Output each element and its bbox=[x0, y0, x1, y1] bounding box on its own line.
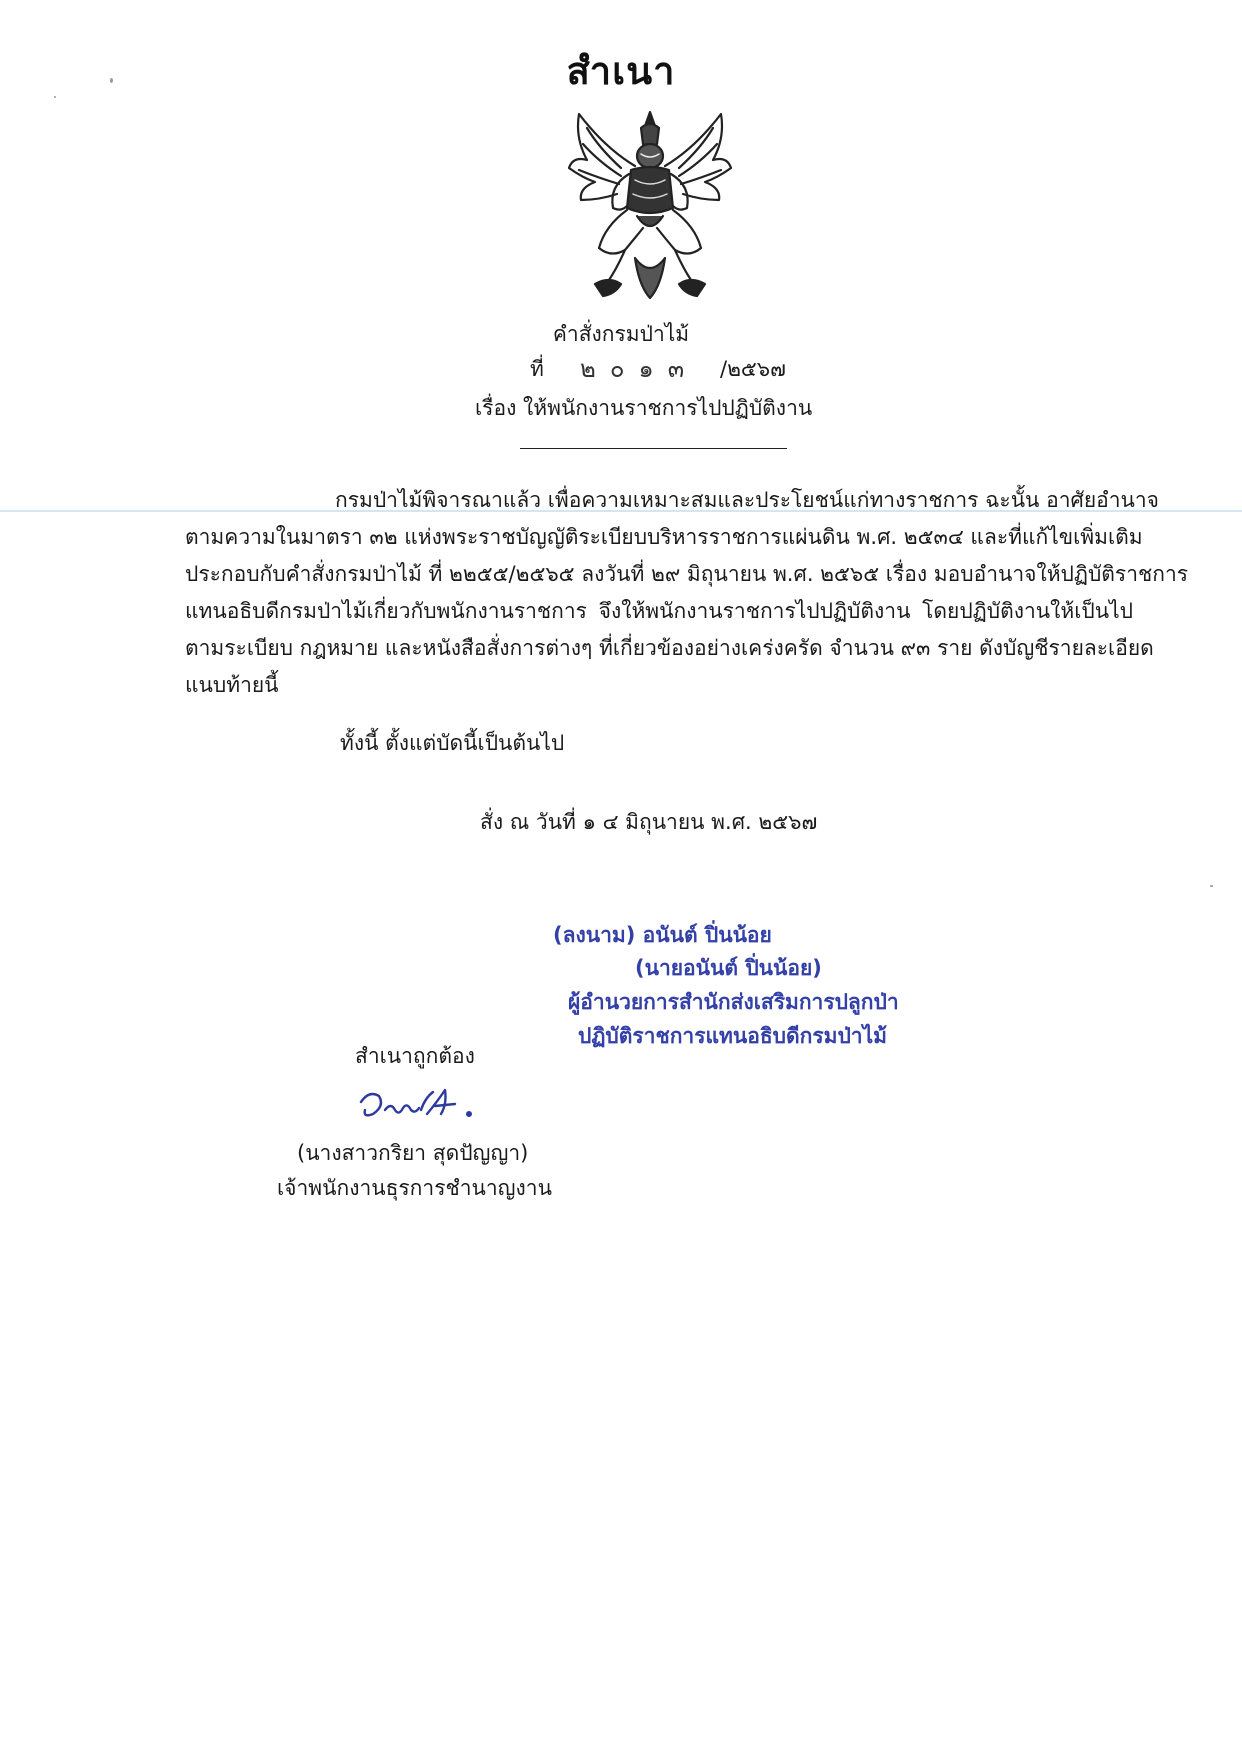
certifier-name: (นางสาวกริยา สุดปัญญา) bbox=[297, 1141, 529, 1165]
certifier-position: เจ้าพนักงานธุรการชำนาญงาน bbox=[277, 1176, 552, 1200]
order-number-year: /๒๕๖๗ bbox=[720, 357, 786, 381]
scan-speck bbox=[1210, 885, 1213, 887]
scan-speck bbox=[110, 78, 113, 83]
body-line: กรมป่าไม้พิจารณาแล้ว เพื่อความเหมาะสมและประโยชน์แก่ทางราชการ ฉะนั้น อาศัยอำนาจ bbox=[335, 488, 1159, 512]
scan-speck bbox=[54, 96, 56, 98]
order-subject: เรื่อง ให้พนักงานราชการไปปฏิบัติงาน bbox=[475, 396, 813, 420]
effective-statement: ทั้งนี้ ตั้งแต่บัดนี้เป็นต้นไป bbox=[340, 731, 565, 755]
header-divider bbox=[520, 448, 787, 449]
order-title: คำสั่งกรมป่าไม้ bbox=[552, 322, 690, 346]
signatory-name: (นายอนันต์ ปิ่นน้อย) bbox=[635, 956, 822, 980]
handwritten-signature-icon bbox=[355, 1080, 485, 1130]
signatory-position: ผู้อำนวยการสำนักส่งเสริมการปลูกป่า bbox=[568, 990, 899, 1014]
order-number: ๒๐๑๓ bbox=[580, 355, 699, 383]
body-line: ประกอบกับคำสั่งกรมป่าไม้ ที่ ๒๒๕๕/๒๕๖๕ ลงวันที่ ๒๙ มิถุนายน พ.ศ. ๒๕๖๕ เรื่อง มอบอำนาจให้ปฏิบัติราชการ bbox=[185, 562, 1189, 586]
body-line: แทนอธิบดีกรมป่าไม้เกี่ยวกับพนักงานราชการ จึงให้พนักงานราชการไปปฏิบัติงาน โดยปฏิบัติงานให้เป็นไป bbox=[185, 599, 1133, 623]
issue-date: สั่ง ณ วันที่ ๑ ๔ มิถุนายน พ.ศ. ๒๕๖๗ bbox=[480, 810, 818, 834]
signed-line: (ลงนาม) อนันต์ ปิ่นน้อย bbox=[553, 923, 772, 947]
order-number-prefix: ที่ bbox=[530, 357, 544, 381]
body-line: ตามระเบียบ กฎหมาย และหนังสือสั่งการต่างๆ ที่เกี่ยวข้องอย่างเคร่งครัด จำนวน ๙๓ ราย ดังบัญชีรายละเอียด bbox=[185, 636, 1154, 660]
body-line: ตามความในมาตรา ๓๒ แห่งพระราชบัญญัติระเบียบบริหารราชการแผ่นดิน พ.ศ. ๒๕๓๔ และที่แก้ไขเพิ่มเติม bbox=[185, 525, 1143, 549]
body-line: แนบท้ายนี้ bbox=[185, 673, 279, 697]
garuda-emblem-icon bbox=[565, 108, 735, 303]
signatory-acting-position: ปฏิบัติราชการแทนอธิบดีกรมป่าไม้ bbox=[578, 1024, 888, 1048]
certified-copy-label: สำเนาถูกต้อง bbox=[355, 1044, 475, 1068]
copy-stamp: สำเนา bbox=[566, 49, 676, 93]
body-paragraph bbox=[185, 482, 1189, 704]
